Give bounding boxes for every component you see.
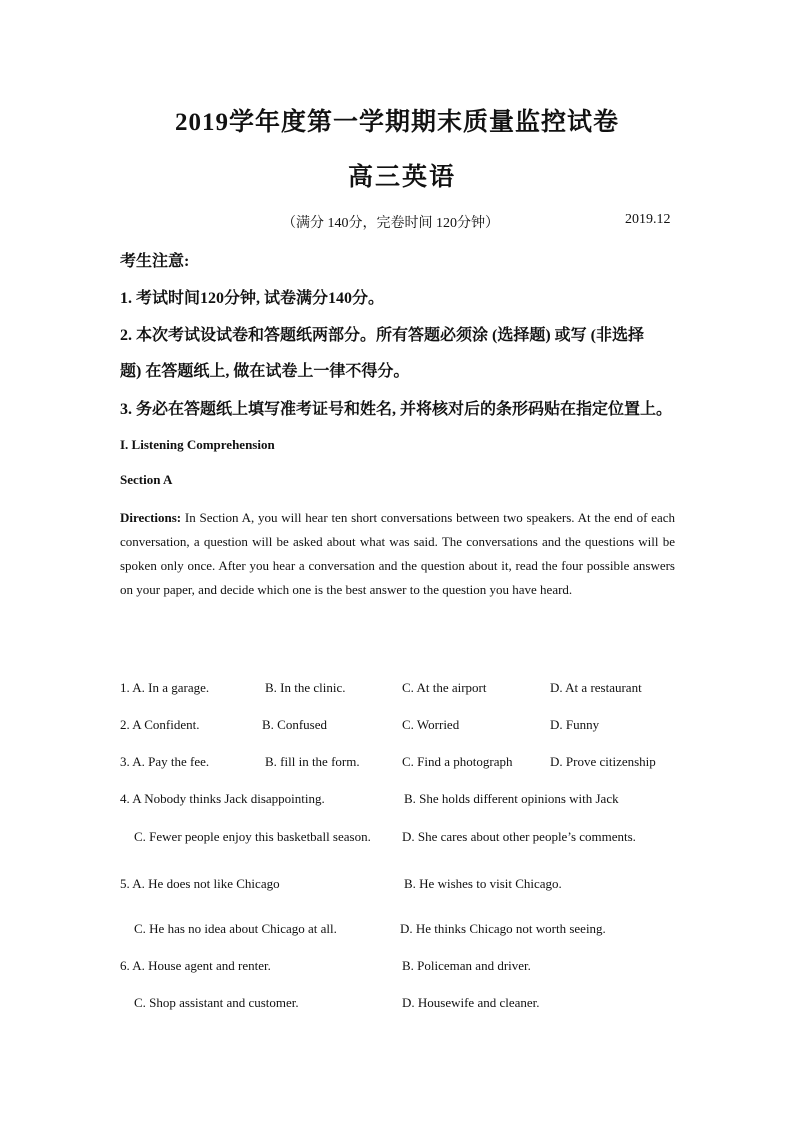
score-time-info: （满分 140分，完卷时间 120分钟）: [282, 216, 499, 231]
question-3-option-c: C. Find a photograph: [402, 754, 513, 769]
question-1-option-a: 1. A. In a garage.: [120, 680, 210, 695]
question-3-option-a: 3. A. Pay the fee.: [120, 754, 210, 769]
notice-heading: 考生注意:: [120, 253, 190, 270]
question-5-option-b: B. He wishes to visit Chicago.: [404, 876, 562, 891]
question-2-option-a: 2. A Confident.: [120, 717, 200, 732]
question-6-option-c: C. Shop assistant and customer.: [134, 995, 299, 1010]
question-6-option-d: D. Housewife and cleaner.: [402, 995, 540, 1010]
question-1-option-d: D. At a restaurant: [550, 680, 642, 695]
question-5-option-c: C. He has no idea about Chicago at all.: [134, 921, 337, 936]
question-2-option-c: C. Worried: [402, 717, 460, 732]
part-heading: I. Listening Comprehension: [120, 437, 275, 452]
notice-item: 3. 务必在答题纸上填写准考证号和姓名, 并将核对后的条形码贴在指定位置上。: [120, 401, 673, 418]
notice-item: 2. 本次考试设试卷和答题纸两部分。所有答题必须涂 (选择题) 或写 (非选择: [120, 327, 644, 344]
question-3-option-b: B. fill in the form.: [265, 754, 360, 769]
question-4-option-a: 4. A Nobody thinks Jack disappointing.: [120, 791, 325, 806]
question-4-option-c: C. Fewer people enjoy this basketball season.: [134, 829, 371, 844]
directions-label: Directions:: [120, 510, 182, 525]
question-1-option-c: C. At the airport: [402, 680, 487, 695]
exam-title: 2019学年度第一学期期末质量监控试卷: [175, 109, 620, 136]
notice-item: 1. 考试时间120分钟, 试卷满分140分。: [120, 290, 385, 307]
question-6-option-a: 6. A. House agent and renter.: [120, 958, 271, 973]
question-5-option-a: 5. A. He does not like Chicago: [120, 876, 280, 891]
question-2-option-d: D. Funny: [550, 717, 600, 732]
section-heading: Section A: [120, 472, 173, 487]
notice-item: 题) 在答题纸上, 做在试卷上一律不得分。: [120, 363, 410, 380]
question-1-option-b: B. In the clinic.: [265, 680, 346, 695]
question-3-option-d: D. Prove citizenship: [550, 754, 656, 769]
directions-text: In Section A, you will hear ten short conversations between two speakers. At the end of each conversation, a question will be asked about what was said. The conversations and the questions will be spoken only once. After you hear a conversation and the question about it, read the four possible answers on your paper, and decide which one is the best answer to the question you have heard.: [120, 510, 675, 597]
directions-paragraph: [120, 506, 675, 602]
question-2-option-b: B. Confused: [262, 717, 327, 732]
question-4-option-d: D. She cares about other people’s comments.: [402, 829, 636, 844]
exam-date: 2019.12: [625, 212, 671, 227]
question-6-option-b: B. Policeman and driver.: [402, 958, 531, 973]
question-5-option-d: D. He thinks Chicago not worth seeing.: [400, 921, 606, 936]
question-4-option-b: B. She holds different opinions with Jack: [404, 791, 619, 806]
exam-subtitle: 高三英语: [348, 164, 457, 191]
